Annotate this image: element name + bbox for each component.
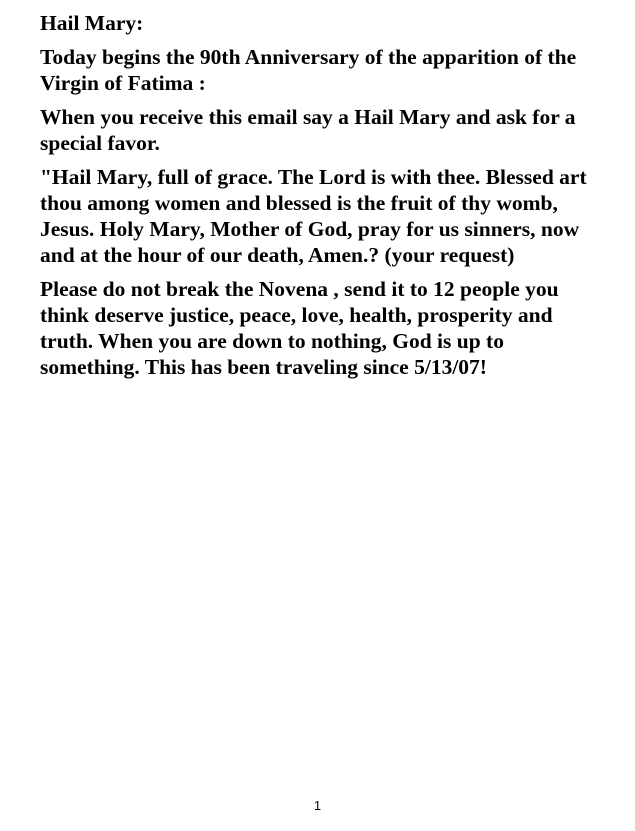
document-heading: Hail Mary: xyxy=(40,11,144,35)
page-number: 1 xyxy=(313,798,322,813)
paragraph-anniversary: Today begins the 90th Anniversary of the apparition of the Virgin of Fatima : xyxy=(40,45,577,95)
paragraph-novena: Please do not break the Novena , send it to 12 people you think deserve justice, peace, love, health, prosperity and truth. When you are down to nothing, God is up to something. This has been traveling since 5/13/07! xyxy=(40,277,559,379)
paragraph-prayer: "Hail Mary, full of grace. The Lord is with thee. Blessed art thou among women and blessed is the fruit of thy womb, Jesus. Holy Mary, Mother of God, pray for us sinners, now and at the hour of our death, Amen.? (your request) xyxy=(40,165,587,267)
document-body xyxy=(40,10,600,388)
paragraph-instruction: When you receive this email say a Hail Mary and ask for a special favor. xyxy=(40,105,576,155)
